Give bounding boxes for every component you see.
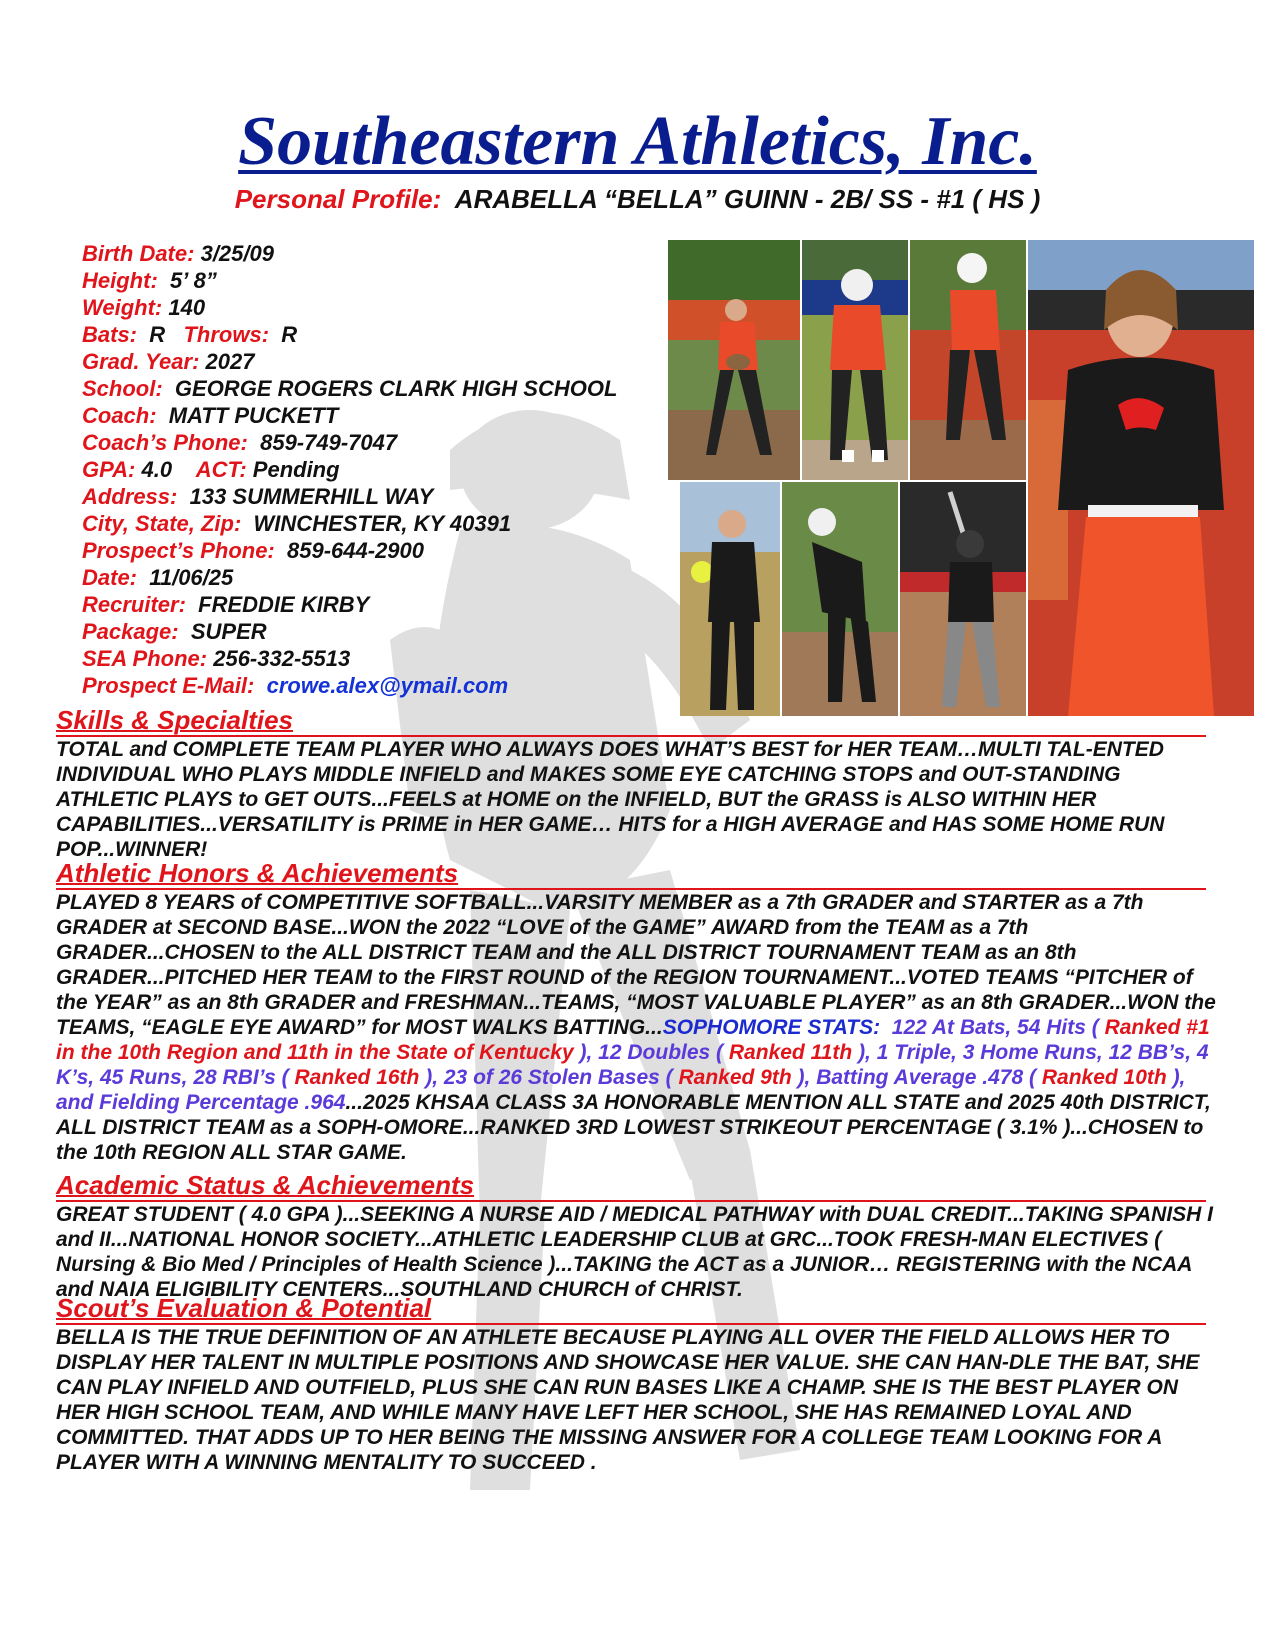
info-package: Package: SUPER bbox=[82, 619, 267, 644]
info-school: School: GEORGE ROGERS CLARK HIGH SCHOOL bbox=[82, 376, 618, 401]
info-coach-phone: Coach’s Phone: 859-749-7047 bbox=[82, 430, 398, 455]
profile-name: ARABELLA “BELLA” GUINN - 2B/ SS - #1 ( HS ) bbox=[454, 184, 1041, 214]
academic-text: GREAT STUDENT ( 4.0 GPA )...SEEKING A NURSE AID / MEDICAL PATHWAY with DUAL CREDIT...TAKING SPANISH I and II...NATIONAL HONOR SOCIETY...ATHLETIC LEADERSHIP CLUB at GRC...TOOK FRESH-MAN ELECTIVES ( Nursing & Bio Med / Principles of Health Science )...TAKING the ACT as a JUNIOR… REGISTERING with the NCAA and NAIA ELIGIBILITY CENTERS...SOUTHLAND CHURCH of CHRIST. bbox=[56, 1203, 1213, 1301]
sophomore-stats-label: SOPHOMORE STATS: bbox=[662, 1016, 881, 1039]
info-bats-throws: Bats: R Throws: R bbox=[82, 322, 298, 347]
athletic-heading: Athletic Honors & Achievements bbox=[56, 858, 1206, 890]
photo-fielding-stance bbox=[668, 240, 800, 480]
info-birth-date: Birth Date: 3/25/09 bbox=[82, 241, 274, 266]
athletic-text: PLAYED 8 YEARS of COMPETITIVE SOFTBALL...VARSITY MEMBER as a 7th GRADER and STARTER as a 7th GRADER at SECOND BASE...WON the 2022 “LOVE of the GAME” AWARD from the TEAM as a 7th GRADER...CHOSEN to the ALL DISTRICT TEAM and the ALL DISTRICT TOURNAMENT TEAM as an 8th GRADER...PITCHED HER TEAM to the FIRST ROUND of the REGION TOURNAMENT...VOTED TEAMS “PITCHER of the YEAR” as an 8th GRADER and FRESHMAN...TEAMS, “MOST VALUABLE PLAYER” as an 8th GRADER...WON the TEAMS, “EAGLE EYE AWARD” for MOST WALKS BATTING...SOPHOMORE STATS: 122 At Bats, 54 Hits ( Ranked #1 in the 10th Region and 11th in the State of Kentucky ), 12 Doubles ( Ranked 11th ), 1 Triple, 3 Home Runs, 12 BB’s, 4 K’s, 45 Runs, 28 RBI’s ( Ranked 16th ), 23 of 26 Stolen Bases ( Ranked 9th ), Batting Average .478 ( Ranked 10th ), and Fielding Percentage .964...2025 KHSAA CLASS 3A HONORABLE MENTION ALL STATE and 2025 40th DISTRICT, ALL DISTRICT TEAM as a SOPH-OMORE...RANKED 3RD LOWEST STRIKEOUT PERCENTAGE ( 3.1% )...CHOSEN to the 10th REGION ALL STAR GAME. bbox=[56, 891, 1216, 1164]
scout-section bbox=[56, 1293, 1226, 1475]
info-recruiter: Recruiter: FREDDIE KIRBY bbox=[82, 592, 370, 617]
scout-heading: Scout’s Evaluation & Potential bbox=[56, 1293, 1206, 1325]
photo-at-bat bbox=[900, 482, 1026, 716]
athletic-section bbox=[56, 858, 1226, 1165]
info-gpa-act: GPA: 4.0 ACT: Pending bbox=[82, 457, 340, 482]
academic-heading: Academic Status & Achievements bbox=[56, 1170, 1206, 1202]
company-title: Southeastern Athletics, Inc. bbox=[238, 103, 1037, 180]
photo-batting-back bbox=[910, 240, 1026, 480]
personal-info bbox=[82, 240, 662, 699]
info-city-state-zip: City, State, Zip: WINCHESTER, KY 40391 bbox=[82, 511, 512, 536]
email-link[interactable]: crowe.alex@ymail.com bbox=[266, 673, 509, 698]
info-height: Height: 5’ 8” bbox=[82, 268, 217, 293]
skills-text: TOTAL and COMPLETE TEAM PLAYER WHO ALWAYS DOES WHAT’S BEST for HER TEAM…MULTI TAL-ENTED INDIVIDUAL WHO PLAYS MIDDLE INFIELD and MAKES SOME EYE CATCHING STOPS and OUT-STANDING ATHLETIC PLAYS to GET OUTS...FEELS at HOME on the INFIELD, BUT the GRASS is ALSO WITHIN HER CAPABILITIES...VERSATILITY is PRIME in HER GAME… HITS for a HIGH AVERAGE and HAS SOME HOME RUN POP...WINNER! bbox=[56, 738, 1165, 861]
info-weight: Weight: 140 bbox=[82, 295, 206, 320]
academic-section bbox=[56, 1170, 1226, 1302]
scout-text: BELLA IS THE TRUE DEFINITION OF AN ATHLETE BECAUSE PLAYING ALL OVER THE FIELD ALLOWS HER TO DISPLAY HER TALENT IN MULTIPLE POSITIONS AND SHOWCASE HER VALUE. SHE CAN HAN-DLE THE BAT, SHE CAN PLAY INFIELD AND OUTFIELD, PLUS SHE CAN RUN BASES LIKE A CHAMP. SHE IS THE BEST PLAYER ON HER HIGH SCHOOL TEAM, AND WHILE MANY HAVE LEFT HER SCHOOL, SHE HAS REMAINED LOYAL AND COMMITTED. THAT ADDS UP TO HER BEING THE MISSING ANSWER FOR A COLLEGE TEAM LOOKING FOR A PLAYER WITH A WINNING MENTALITY TO SUCCEED . bbox=[56, 1326, 1200, 1474]
skills-heading: Skills & Specialties bbox=[56, 705, 1206, 737]
info-sea-phone: SEA Phone: 256-332-5513 bbox=[82, 646, 351, 671]
photo-holding-ball bbox=[680, 482, 780, 716]
photo-leading-off bbox=[782, 482, 898, 716]
info-grad-year: Grad. Year: 2027 bbox=[82, 349, 255, 374]
profile-label: Personal Profile: bbox=[234, 184, 442, 214]
skills-section bbox=[56, 705, 1226, 862]
photo-portrait bbox=[1028, 240, 1254, 716]
photo-collage bbox=[668, 240, 1254, 716]
info-prospect-phone: Prospect’s Phone: 859-644-2900 bbox=[82, 538, 425, 563]
photo-batting-ready bbox=[802, 240, 908, 480]
info-address: Address: 133 SUMMERHILL WAY bbox=[82, 484, 434, 509]
profile-line bbox=[0, 184, 1275, 215]
info-date: Date: 11/06/25 bbox=[82, 565, 234, 590]
info-email: Prospect E-Mail: crowe.alex@ymail.com bbox=[82, 673, 509, 698]
info-coach: Coach: MATT PUCKETT bbox=[82, 403, 339, 428]
